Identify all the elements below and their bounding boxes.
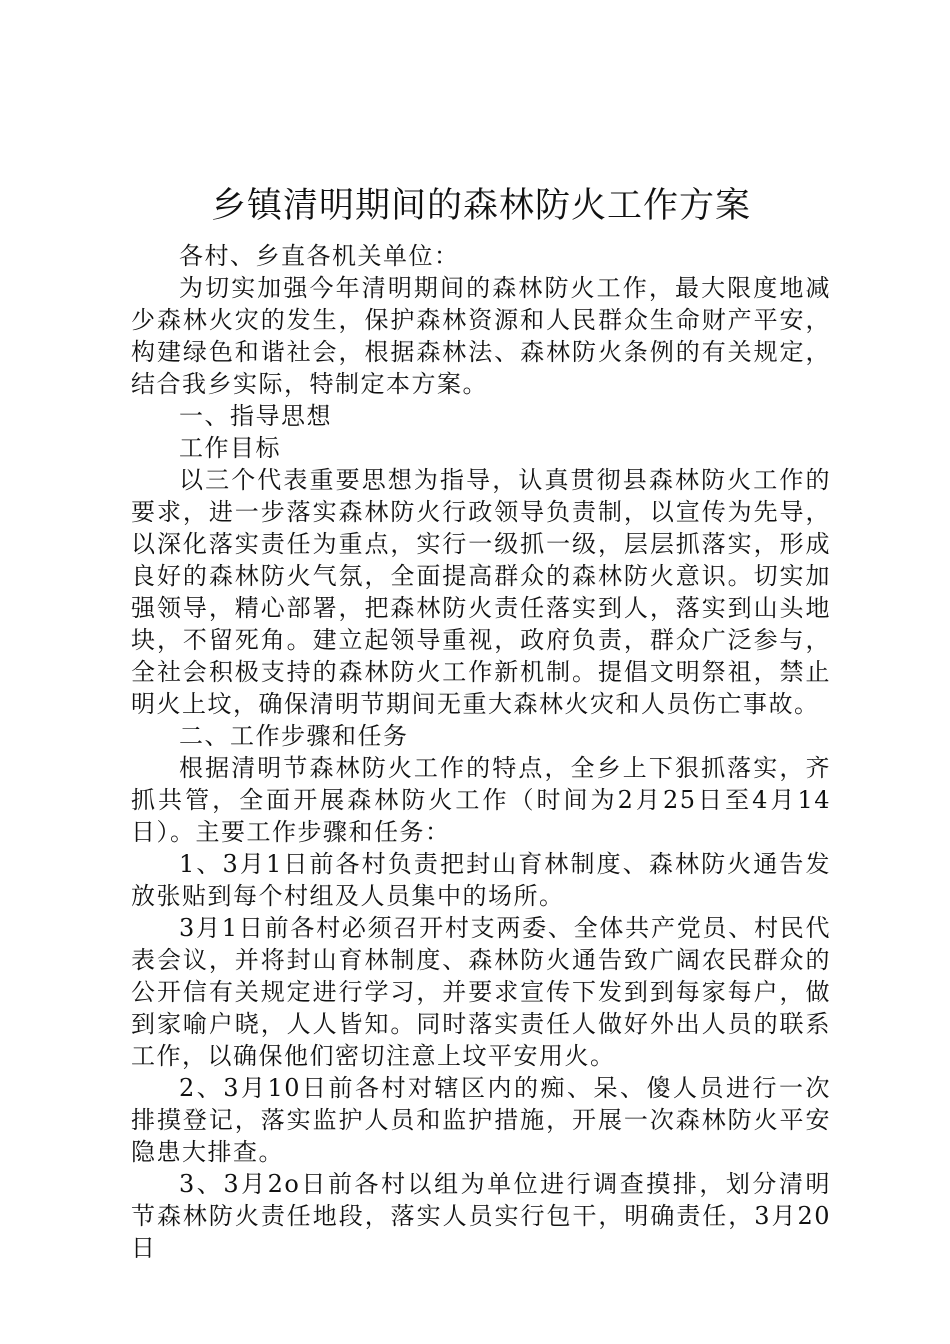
step-1-detail-paragraph: 3月1日前各村必须召开村支两委、全体共产党员、村民代表会议，并将封山育林制度、森林防火通告致广阔农民群众的公开信有关规定进行学习，并要求宣传下发到到每家每户，做到家喻户晓，人人皆知。同时落实责任人做好外出人员的联系工作，以确保他们密切注意上坟平安用火。	[131, 914, 831, 1070]
salutation: 各村、乡直各机关单位：	[179, 242, 460, 270]
step-3-paragraph: 3、3月2o日前各村以组为单位进行调查摸排，划分清明节森林防火责任地段，落实人员实行包干，明确责任，3月20日	[131, 1170, 831, 1262]
steps-intro-paragraph: 根据清明节森林防火工作的特点，全乡上下狠抓落实，齐抓共管，全面开展森林防火工作（时间为2月25日至4月14日）。主要工作步骤和任务：	[131, 754, 831, 846]
step-2-paragraph: 2、3月10日前各村对辖区内的痴、呆、傻人员进行一次排摸登记，落实监护人员和监护措施，开展一次森林防火平安隐患大排查。	[131, 1074, 831, 1166]
document-page	[131, 176, 831, 1264]
subheading-work-goals: 工作目标	[179, 434, 281, 462]
goals-paragraph: 以三个代表重要思想为指导，认真贯彻县森林防火工作的要求，进一步落实森林防火行政领导负责制，以宣传为先导，以深化落实责任为重点，实行一级抓一级，层层抓落实，形成良好的森林防火气氛，全面提高群众的森林防火意识。切实加强领导，精心部署，把森林防火责任落实到人，落实到山头地块，不留死角。建立起领导重视，政府负责，群众广泛参与，全社会积极支持的森林防火工作新机制。提倡文明祭祖，禁止明火上坟，确保清明节期间无重大森林火灾和人员伤亡事故。	[131, 466, 831, 718]
section-heading-guiding-ideology: 一、指导思想	[179, 402, 332, 430]
step-1-paragraph: 1、3月1日前各村负责把封山育林制度、森林防火通告发放张贴到每个村组及人员集中的场所。	[131, 850, 831, 910]
intro-paragraph: 为切实加强今年清明期间的森林防火工作，最大限度地减少森林火灾的发生，保护森林资源和人民群众生命财产平安，构建绿色和谐社会，根据森林法、森林防火条例的有关规定，结合我乡实际，特制定本方案。	[131, 274, 831, 398]
section-heading-steps-tasks: 二、工作步骤和任务	[179, 722, 409, 750]
document-title: 乡镇清明期间的森林防火工作方案	[210, 186, 751, 226]
